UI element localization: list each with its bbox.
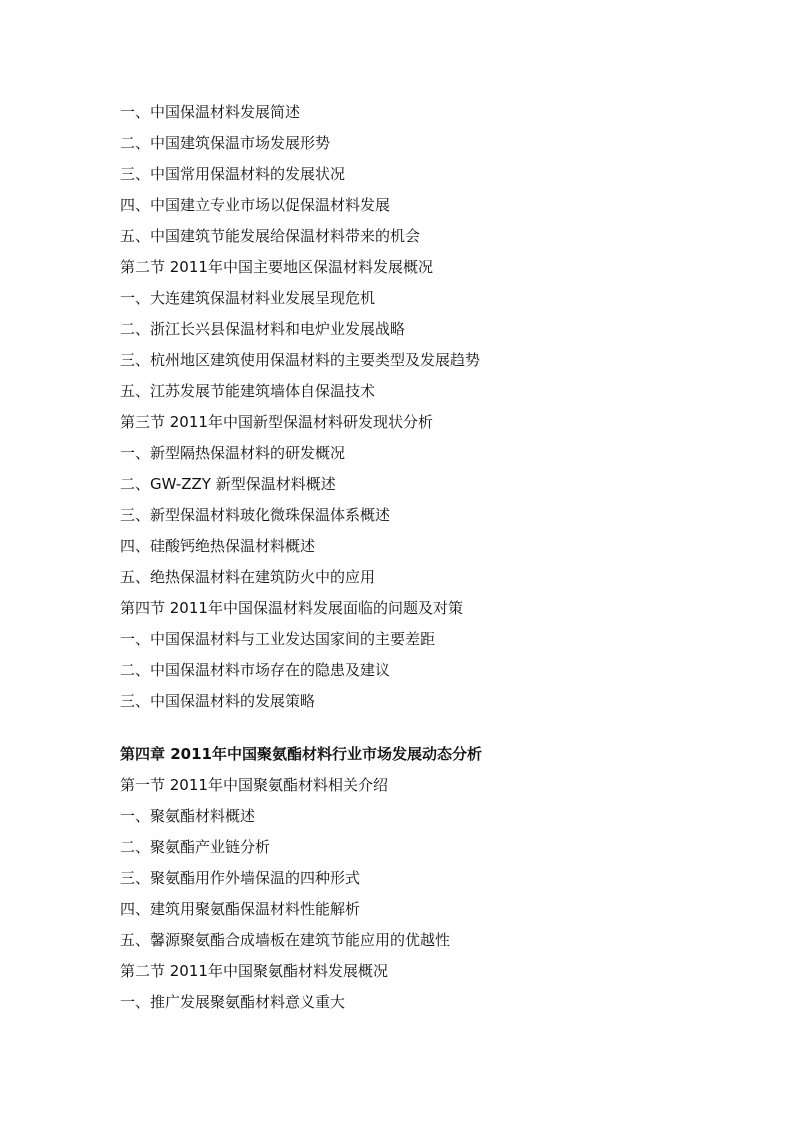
toc-entry: 二、中国保温材料市场存在的隐患及建议 [120,661,391,679]
toc-entry: 一、聚氨酯材料概述 [120,807,256,825]
toc-entry: 二、中国建筑保温市场发展形势 [120,134,331,152]
toc-entry: 五、中国建筑节能发展给保温材料带来的机会 [120,227,421,245]
toc-entry: 四、硅酸钙绝热保温材料概述 [120,537,316,555]
table-of-contents [120,97,740,1018]
toc-entry: 一、中国保温材料与工业发达国家间的主要差距 [120,630,436,648]
toc-section-heading: 第四节 2011年中国保温材料发展面临的问题及对策 [120,599,463,617]
toc-entry: 五、江苏发展节能建筑墙体自保温技术 [120,382,376,400]
toc-entry: 五、绝热保温材料在建筑防火中的应用 [120,568,376,586]
toc-entry: 二、浙江长兴县保温材料和电炉业发展战略 [120,320,406,338]
toc-entry: 一、大连建筑保温材料业发展呈现危机 [120,289,376,307]
toc-section-heading: 第一节 2011年中国聚氨酯材料相关介绍 [120,776,388,794]
toc-entry: 三、中国保温材料的发展策略 [120,692,316,710]
toc-entry: 三、新型保温材料玻化微珠保温体系概述 [120,506,391,524]
toc-entry: 三、中国常用保温材料的发展状况 [120,165,346,183]
toc-entry: 五、馨源聚氨酯合成墙板在建筑节能应用的优越性 [120,931,451,949]
toc-entry: 一、推广发展聚氨酯材料意义重大 [120,993,346,1011]
toc-entry: 二、GW-ZZY 新型保温材料概述 [120,475,336,493]
toc-entry: 二、聚氨酯产业链分析 [120,838,271,856]
spacer [120,717,740,739]
toc-section-heading: 第二节 2011年中国聚氨酯材料发展概况 [120,962,388,980]
toc-entry: 三、聚氨酯用作外墙保温的四种形式 [120,869,361,887]
toc-entry: 一、中国保温材料发展简述 [120,103,301,121]
toc-section-heading: 第二节 2011年中国主要地区保温材料发展概况 [120,258,433,276]
toc-entry: 一、新型隔热保温材料的研发概况 [120,444,346,462]
toc-entry: 三、杭州地区建筑使用保温材料的主要类型及发展趋势 [120,351,481,369]
toc-entry: 四、中国建立专业市场以促保温材料发展 [120,196,391,214]
chapter-title: 第四章 2011年中国聚氨酯材料行业市场发展动态分析 [120,745,482,763]
toc-section-heading: 第三节 2011年中国新型保温材料研发现状分析 [120,413,433,431]
toc-entry: 四、建筑用聚氨酯保温材料性能解析 [120,900,361,918]
